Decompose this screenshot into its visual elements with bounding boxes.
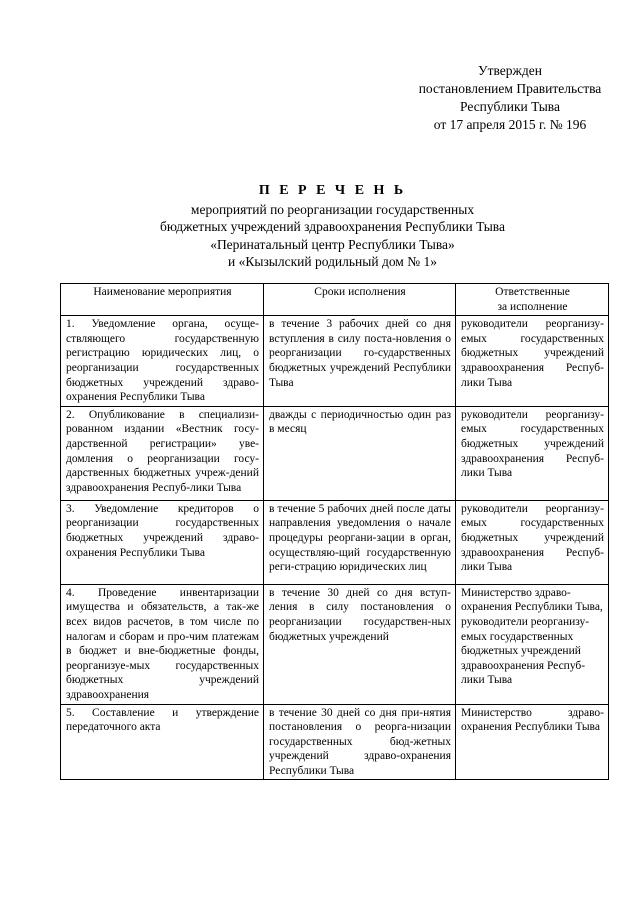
row-4-measure: 4. Проведение инвентаризации имущества и обязательств, а так-же всех видов расчетов, в том числе по налогам и сборам и про-чим платежам в бюджет и вне-бюджетные фонды, реорганизуе-мых государственных бюджетных учреждений здравоохранения — [61, 584, 264, 704]
heading-line-4: и «Кызылский родильный дом № 1» — [228, 254, 437, 269]
approval-line-1: Утвержден — [478, 63, 542, 78]
row-1-responsible: руководители реорганизу-емых государственных бюджетных учреждений здравоохранения Респуб-лики Тыва — [456, 316, 609, 407]
header-responsible — [456, 284, 609, 316]
row-3-deadline: в течение 5 рабочих дней после даты направления уведомления о начале процедуры реоргани-зации в орган, осуществляю-щий государственную реги-страцию юридических лиц — [264, 500, 456, 584]
row-1-deadline: в течение 3 рабочих дней со дня вступления в силу поста-новления о реорганизации го-сударственных бюджетных учреждений Республики Тыва — [264, 316, 456, 407]
measures-table — [60, 283, 609, 780]
row-1-measure: 1. Уведомление органа, осуще-ствляющего государственную регистрацию юридических лиц, о реорганизации государственных бюджетных учреждений здраво-охранения Республики Тыва — [61, 316, 264, 407]
row-5-responsible: Министерство здраво-охранения Республики Тыва — [456, 704, 609, 780]
header-responsible-line-2: за исполнение — [497, 300, 568, 313]
row-2-deadline: дважды с периодичностью один раз в месяц — [264, 406, 456, 500]
table-row — [61, 704, 609, 780]
header-responsible-line-1: Ответственные — [495, 286, 570, 298]
table-header-row — [61, 284, 609, 316]
approval-stamp — [395, 62, 625, 134]
table-row — [61, 584, 609, 704]
row-5-deadline: в течение 30 дней со дня при-нятия постановления о реорга-низации государственных бюд-жетных учреждений здраво-охранения Республики Тыва — [264, 704, 456, 780]
heading-line-3: «Перинатальный центр Республики Тыва» — [210, 236, 455, 252]
header-deadline: Сроки исполнения — [264, 284, 456, 316]
document-heading — [60, 182, 605, 271]
row-4-deadline: в течение 30 дней со дня вступ-ления в силу постановления о реорганизации государствен-ных бюджетных учреждений — [264, 584, 456, 704]
table-row — [61, 406, 609, 500]
table-row — [61, 316, 609, 407]
row-3-responsible: руководители реорганизу-емых государственных бюджетных учреждений здравоохранения Респуб-лики Тыва — [456, 500, 609, 584]
row-4-responsible — [456, 584, 609, 704]
approval-line-2: постановлением Правительства — [418, 81, 602, 96]
document-title: П Е Р Е Ч Е Н Ь — [258, 183, 407, 198]
approval-line-3: Республики Тыва — [460, 99, 560, 114]
row-2-measure: 2. Опубликование в специализи-рованном издании «Вестник госу-дарственной регистрации» уве-домления о реорганизации госу-дарственных бюджетных учреж-дений здравоохранения Респуб-лики Тыва — [61, 406, 264, 500]
heading-line-2: бюджетных учреждений здравоохранения Республики Тыва — [160, 219, 505, 234]
approval-line-4: от 17 апреля 2015 г. № 196 — [433, 117, 587, 132]
header-measure-name: Наименование мероприятия — [61, 284, 264, 316]
row-4-responsible-line-1: Министерство здраво-охранения Республики Тыва, — [461, 586, 603, 614]
row-4-responsible-line-2: руководители реорганизу-емых государственных бюджетных учреждений здравоохранения Респуб-лики Тыва — [461, 615, 590, 687]
row-2-responsible: руководители реорганизу-емых государственных бюджетных учреждений здравоохранения Респуб-лики Тыва — [456, 406, 609, 500]
row-3-measure: 3. Уведомление кредиторов о реорганизации государственных бюджетных учреждений здраво-охранения Республики Тыва — [61, 500, 264, 584]
table-row — [61, 500, 609, 584]
heading-line-1: мероприятий по реорганизации государственных — [190, 201, 475, 217]
row-5-measure: 5. Составление и утверждение передаточного акта — [61, 704, 264, 780]
